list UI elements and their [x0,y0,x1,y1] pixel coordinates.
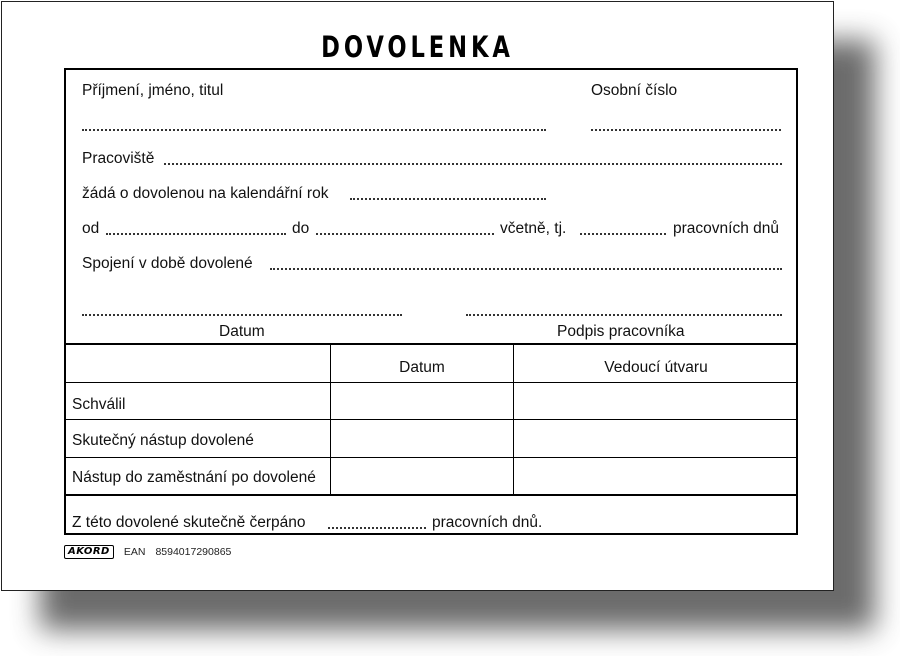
footer [64,545,231,559]
approved-manager-cell[interactable] [515,384,797,418]
ean-label: EAN [123,546,146,558]
actual-start-manager-cell[interactable] [515,421,797,456]
return-date-cell[interactable] [332,459,512,493]
workplace-label: Pracoviště [82,150,155,167]
inclusive-label: včetně, tj. [500,220,567,237]
name-label: Příjmení, jméno, titul [82,82,224,99]
table-row-divider [64,419,798,420]
request-label: žádá o dovolenou na kalendářní rok [82,185,329,202]
working-days-label: pracovních dnů [673,220,779,237]
actual-start-date-cell[interactable] [332,421,512,456]
table-row-divider [64,457,798,458]
akord-logo: AKORD [64,545,114,559]
table-bottom-border [64,494,798,496]
form-title: DOVOLENKA [321,30,514,64]
table-header-manager: Vedoucí útvaru [604,359,708,376]
table-row-return: Nástup do zaměstnání po dovolené [72,469,316,486]
summary-suffix: pracovních dnů. [432,514,543,531]
ean-code: 8594017290865 [155,546,232,558]
table-row-actual-start: Skutečný nástup dovolené [72,432,254,449]
table-row-divider [64,382,798,383]
signature-caption: Podpis pracovníka [557,323,685,340]
table-header-date: Datum [399,359,445,376]
approved-date-cell[interactable] [332,384,512,418]
contact-label: Spojení v době dovolené [82,255,253,272]
personal-number-label: Osobní číslo [591,82,678,99]
return-manager-cell[interactable] [515,459,797,493]
date-caption: Datum [219,323,265,340]
table-row-approved: Schválil [72,396,126,413]
to-label: do [292,220,310,237]
from-label: od [82,220,100,237]
days-taken-field-line[interactable] [328,527,426,529]
summary-prefix: Z této dovolené skutečně čerpáno [72,514,306,531]
table-top-border [64,343,798,345]
